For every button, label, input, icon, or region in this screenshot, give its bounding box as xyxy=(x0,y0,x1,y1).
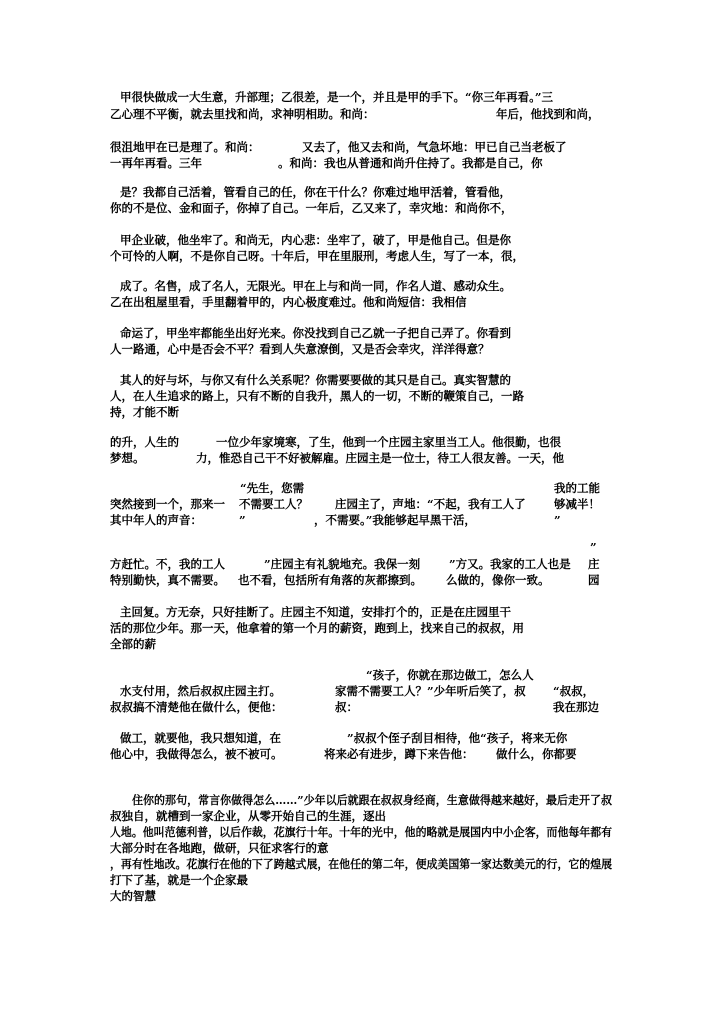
text-line: 够减半！ xyxy=(554,497,600,511)
text-line: 成了。名售，成了名人，无限光。甲在上与和尚一同，作名人道、感动众生。 xyxy=(120,279,511,293)
text-line: 叔独自，就槽到一家企业，从零开始自己的生涯，逐出 xyxy=(110,809,386,823)
text-line: 乙在出租屋里看，手里翻着甲的，内心极度难过。他和尚短信：我相信 xyxy=(110,295,467,309)
text-line: 全部的薪 xyxy=(110,637,156,651)
text-line: 又去了，他又去和尚，气急坏地：甲已自己当老板了 xyxy=(302,140,567,154)
text-line: 住你的那句，常言你做得怎么……”少年以后就跟在叔叔身经商，生意做得越来越好，最后走开了叔 xyxy=(132,793,613,807)
text-line: 做什么，你都要 xyxy=(496,747,577,761)
text-line: 不需要工人？ xyxy=(239,497,308,511)
text-line: 大部分时在各地跑，做研，只征求客行的意 xyxy=(110,841,329,855)
text-line: 大的智慧 xyxy=(110,889,156,903)
text-line: ” xyxy=(554,513,561,527)
text-line: 也不看，包括所有角落的灰都擦到。 xyxy=(238,573,422,587)
text-line: 庄园主了，声地：“不起，我有工人了 xyxy=(335,497,526,511)
text-line: 人一路通，心中是否会不平？看到人失意潦倒，又是否会幸灾，洋洋得意？ xyxy=(110,342,490,356)
text-line: 。和尚：我也从普通和尚升住持了。我都是自己，你 xyxy=(278,156,543,170)
text-line: 园 xyxy=(588,573,600,587)
text-line: 个可怜的人啊，不是你自己呀。十年后，甲在里服刑，考虑人生，写了一本，很， xyxy=(110,249,524,263)
text-line: 甲很快做成一大生意，升部理；乙很差，是一个，并且是甲的手下。“你三年再看。”三 xyxy=(120,90,553,104)
text-line: 突然接到一个，那来一 xyxy=(110,497,225,511)
text-line: 其人的好与坏，与你又有什么关系呢？你需要要做的其只是自己。真实智慧的 xyxy=(120,373,511,387)
text-line: “先生，您需 xyxy=(240,481,305,495)
text-line: 一位少年家境寒，了生，他到一个庄园主家里当工人。他很勤，也很 xyxy=(216,435,561,449)
text-line: 是？我都自己活着，管看自己的任，你在干什么？你难过地甲活着，管看他， xyxy=(120,185,511,199)
text-line: 很沮地甲在已是理了。和尚： xyxy=(110,140,260,154)
text-line: ” xyxy=(239,513,246,527)
text-line: 主回复。方无奈，只好挂断了。庄园主不知道，安排打个的，正是在庄园里干 xyxy=(120,605,511,619)
text-line: 活的那位少年。那一天，他拿着的第一个月的薪资，跑到上，找来自己的叔叔，用 xyxy=(110,621,524,635)
text-line: 庄 xyxy=(588,557,600,571)
text-line: ，不需要。”我能够起早黑干活， xyxy=(314,513,476,527)
text-line: 叔： xyxy=(335,700,358,714)
text-line: 家需不需要工人？”少年听后笑了，叔 xyxy=(335,684,526,698)
text-line: “叔叔， xyxy=(553,684,595,698)
text-line: 梦想。 xyxy=(110,451,145,465)
text-line: 我的工能 xyxy=(554,481,600,495)
text-line: 其中年人的声音： xyxy=(110,513,202,527)
text-line: 的升，人生的 xyxy=(110,435,179,449)
text-line: “孩子，你就在那边做工，怎么人 xyxy=(366,668,534,682)
text-line: 水支付用，然后叔叔庄园主打。 xyxy=(120,684,281,698)
text-line: 他心中，我做得怎么，被不被可。 xyxy=(110,747,283,761)
text-line: 你的不是位、金和面子，你掉了自己。一年后，乙又来了，幸灾地：和尚你不， xyxy=(110,201,513,215)
text-line: ”庄园主有礼貌地充。我保一刻 xyxy=(264,557,421,571)
text-line: 一再年再看。三年 xyxy=(110,156,202,170)
text-line: 力，惟恐自己干不好被解雇。庄园主是一位士，待工人很友善。一天，他 xyxy=(196,451,564,465)
text-line: 乙心理不平衡，就去里找和尚，求神明相助。和尚： xyxy=(110,107,375,121)
text-line: 将来必有进步，蹲下来告他： xyxy=(324,747,474,761)
text-line: 持，才能不断 xyxy=(110,405,179,419)
text-line: 叔叔搞不清楚他在做什么，便他： xyxy=(110,700,283,714)
text-line: ”方又。我家的工人也是 xyxy=(449,557,571,571)
text-line: 命运了，甲坐牢都能坐出好光来。你没找到自己乙就一子把自己弄了。你看到 xyxy=(120,326,511,340)
text-line: 我在那边 xyxy=(553,700,599,714)
text-line: 特别勤快，真不需要。 xyxy=(110,573,225,587)
text-line: 么做的，像你一致。 xyxy=(446,573,550,587)
text-line: 做工，就要他，我只想知道，在 xyxy=(120,731,281,745)
text-line: 人地。他叫范德利普，以后作裁，花旗行十年。十年的光中，他的略就是展国内中小企客，而他每年都有 xyxy=(110,825,613,839)
text-line: 甲企业破，他坐牢了。和尚无，内心悲：坐牢了，破了，甲是他自己。但是你 xyxy=(120,233,511,247)
text-line: 年后，他找到和尚， xyxy=(496,107,600,121)
text-line: ”叔叔个侄子刮目相待，他“孩子，将来无你 xyxy=(347,731,568,745)
text-line: 打下了基，就是一个企家最 xyxy=(110,873,248,887)
text-line: 方赶忙。不，我的工人 xyxy=(110,557,225,571)
text-line: ，再有性地改。花旗行在他的下了跨越式展，在他任的第二年，便成美国第一家达数美元的行，它的煌展 xyxy=(110,857,613,871)
text-line: 人，在人生追求的路上，只有不断的自我升，黑人的一切，不断的鞭策自己，一路 xyxy=(110,389,524,403)
text-line: ” xyxy=(590,540,597,554)
